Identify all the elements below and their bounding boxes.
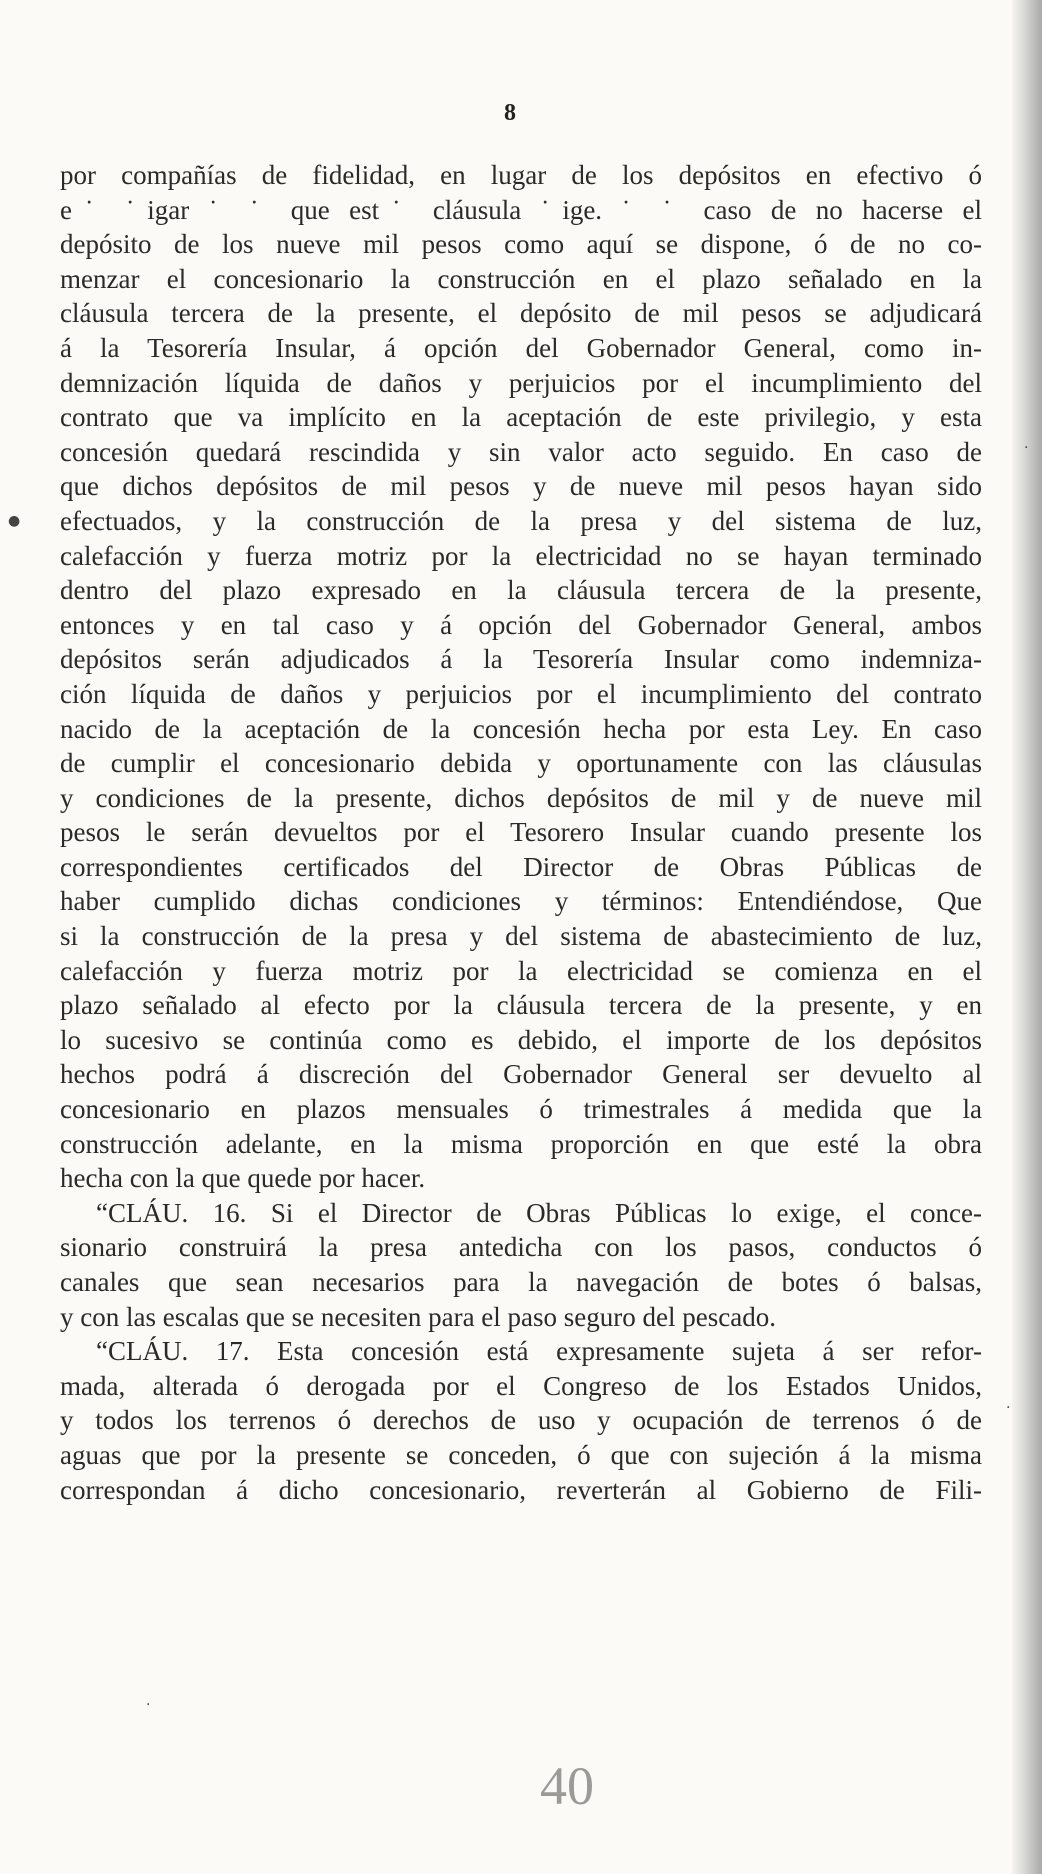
text-line: mada, alterada ó derogada por el Congreso de los Estados Unidos, [60, 1370, 982, 1401]
text-line: por compañías de fidelidad, en lugar de los depósitos en efectivo ó [60, 160, 982, 190]
text-line: ción líquida de daños y perjuicios por el incumplimiento del contrato [60, 678, 982, 709]
page-number: 8 [504, 100, 516, 126]
margin-dot: · [1006, 1400, 1011, 1416]
text-line: sionario construirá la presa antedicha con los pasos, conductos ó [60, 1232, 982, 1263]
text-line: construcción adelante, en la misma proporción en que esté la obra [60, 1128, 982, 1159]
text-line: menzar el concesionario la construcción en el plazo señalado en la [60, 263, 982, 294]
text-line: efectuados, y la construcción de la presa y del sistema de luz, [60, 505, 982, 536]
text-line: correspondientes certificados del Director de Obras Públicas de [60, 851, 982, 882]
text-line: plazo señalado al efecto por la cláusula tercera de la presente, y en [60, 990, 982, 1021]
text-line: demnización líquida de daños y perjuicios por el incumplimiento del [60, 367, 982, 398]
text-line: concesionario en plazos mensuales ó trimestrales á medida que la [60, 1094, 982, 1125]
text-line: si la construcción de la presa y del sistema de abastecimiento de luz, [60, 921, 982, 952]
footer-page-number: 40 [540, 1756, 594, 1816]
text-line: hechos podrá á discreción del Gobernador General ser devuelto al [60, 1059, 982, 1090]
text-line: cláusula tercera de la presente, el depósito de mil pesos se adjudicará [60, 298, 982, 329]
text-line: pesos le serán devueltos por el Tesorero Insular cuando presente los [60, 817, 982, 848]
text-line: á la Tesorería Insular, á opción del Gobernador General, como in- [60, 332, 982, 363]
text-line: entonces y en tal caso y á opción del Gobernador General, ambos [60, 609, 982, 640]
text-line: y todos los terrenos ó derechos de uso y ocupación de terrenos ó de [60, 1405, 982, 1436]
text-line: correspondan á dicho concesionario, reverterán al Gobierno de Fili- [60, 1474, 982, 1505]
margin-dot: · [1024, 440, 1029, 456]
margin-dot: · [146, 1697, 151, 1713]
text-line: contrato que va implícito en la aceptación de este privilegio, y esta [60, 402, 982, 433]
text-line: e˙ ˙igar ˙ ˙ que est˙ cláusula ˙ige. ˙ ˙ caso de no hacerse el [60, 194, 982, 225]
text-line: lo sucesivo se continúa como es debido, el importe de los depósitos [60, 1024, 982, 1055]
text-line: y condiciones de la presente, dichos depósitos de mil y de nueve mil [60, 782, 982, 813]
text-line: hecha con la que quede por hacer. [60, 1163, 426, 1194]
text-line: haber cumplido dichas condiciones y términos: Entendiéndose, Que [60, 886, 982, 917]
text-line: concesión quedará rescindida y sin valor acto seguido. En caso de [60, 436, 982, 467]
text-line: dentro del plazo expresado en la cláusula tercera de la presente, [60, 575, 982, 606]
text-line: calefacción y fuerza motriz por la electricidad no se hayan terminado [60, 540, 982, 571]
text-line: y con las escalas que se necesiten para el paso seguro del pescado. [60, 1301, 776, 1332]
text-line: “CLÁU. 17. Esta concesión está expresamente sujeta á ser refor- [96, 1336, 982, 1367]
text-line: que dichos depósitos de mil pesos y de nueve mil pesos hayan sido [60, 471, 982, 502]
text-line: de cumplir el concesionario debida y oportunamente con las cláusulas [60, 748, 982, 779]
body-text [60, 158, 982, 1507]
page-edge-shadow [1012, 0, 1042, 1874]
text-line: canales que sean necesarios para la navegación de botes ó balsas, [60, 1267, 982, 1297]
text-line: nacido de la aceptación de la concesión hecha por esta Ley. En caso [60, 713, 982, 744]
text-line: “CLÁU. 16. Si el Director de Obras Públicas lo exige, el conce- [96, 1197, 982, 1228]
text-line: depósito de los nueve mil pesos como aquí se dispone, ó de no co- [60, 229, 982, 260]
margin-dot: ● [8, 513, 21, 529]
text-line: calefacción y fuerza motriz por la electricidad se comienza en el [60, 955, 982, 986]
text-line: depósitos serán adjudicados á la Tesorería Insular como indemniza- [60, 644, 982, 675]
text-line: aguas que por la presente se conceden, ó que con sujeción á la misma [60, 1439, 982, 1470]
